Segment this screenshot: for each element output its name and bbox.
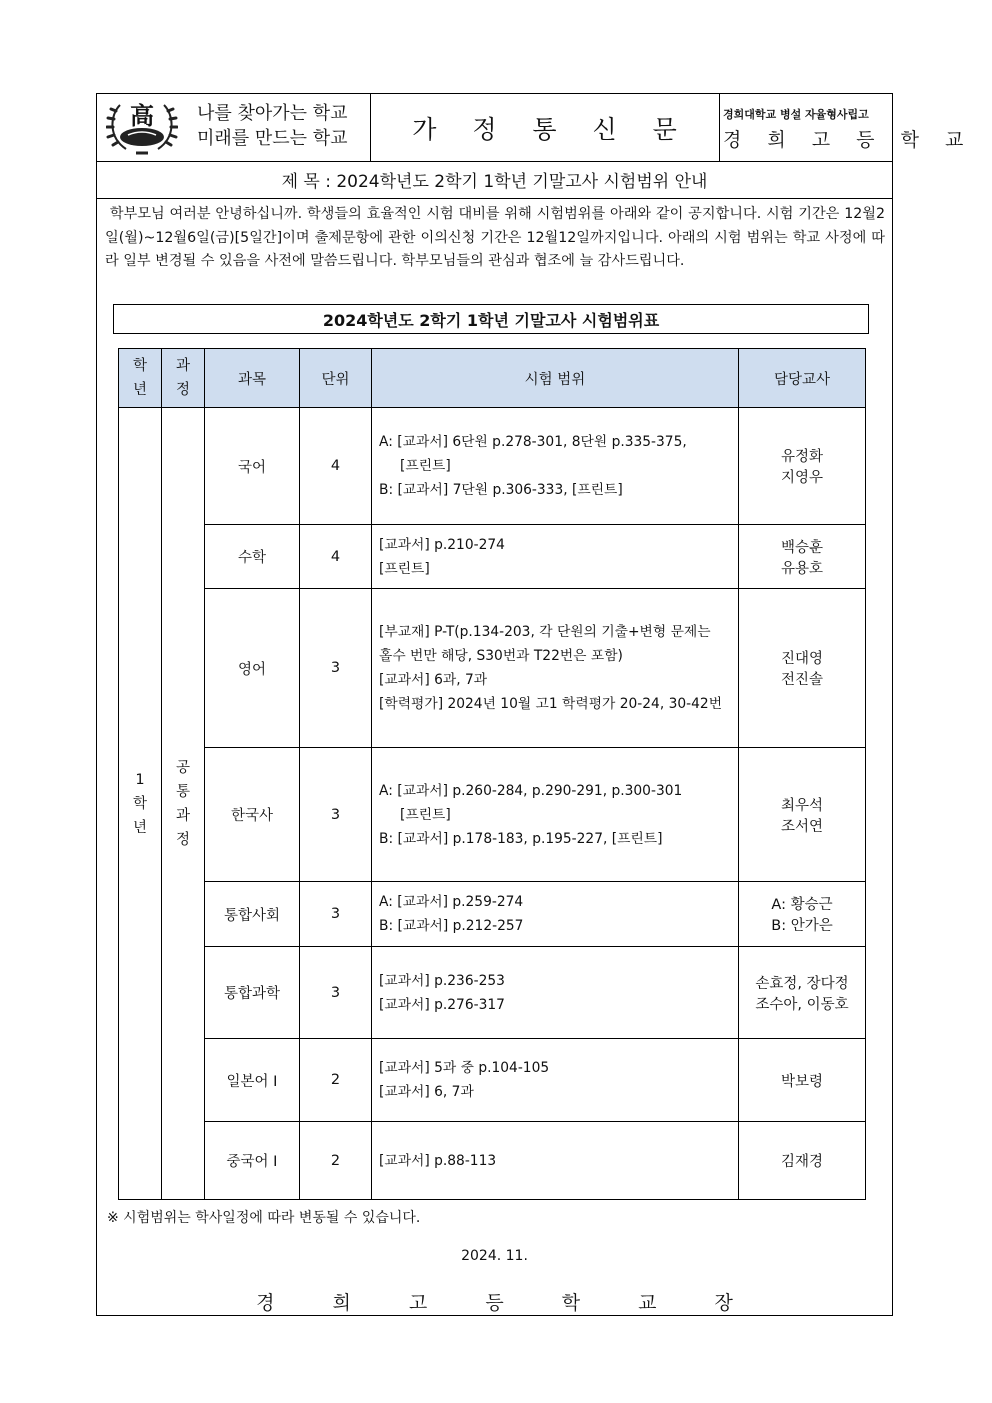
logo-character: 高	[130, 101, 154, 130]
units-cell: 3	[300, 589, 372, 748]
units-cell: 4	[300, 525, 372, 589]
teacher-cell: 백승훈 유용호	[739, 525, 866, 589]
units-cell: 2	[300, 1122, 372, 1200]
subject-cell: 통합과학	[205, 947, 300, 1039]
teacher-cell: 최우석 조서연	[739, 748, 866, 882]
motto-line-2: 미래를 만드는 학교	[197, 128, 348, 149]
table-title: 2024학년도 2학기 1학년 기말고사 시험범위표	[113, 304, 869, 334]
header-course: 과 정	[162, 349, 205, 408]
table-row	[119, 589, 866, 748]
subject-cell: 통합사회	[205, 882, 300, 947]
document-title: 가 정 통 신 문	[412, 114, 691, 144]
subject-cell: 수학	[205, 525, 300, 589]
units-cell: 3	[300, 882, 372, 947]
header-units: 단위	[300, 349, 372, 408]
school-motto	[197, 101, 348, 151]
school-logo-icon	[106, 97, 178, 157]
course-cell: 공 통 과 정	[162, 408, 205, 1200]
table-row	[119, 1122, 866, 1200]
teacher-cell: 박보령	[739, 1039, 866, 1122]
subject-cell: 국어	[205, 408, 300, 525]
subject-cell: 한국사	[205, 748, 300, 882]
issue-date: 2024. 11.	[461, 1248, 528, 1264]
units-cell: 3	[300, 947, 372, 1039]
range-cell: [교과서] 5과 중 p.104-105 [교과서] 6, 7과	[372, 1039, 739, 1122]
header-subject: 과목	[205, 349, 300, 408]
header-teacher: 담당교사	[739, 349, 866, 408]
table-header-row	[119, 349, 866, 408]
range-cell: A: [교과서] p.259-274 B: [교과서] p.212-257	[372, 882, 739, 947]
header	[97, 94, 974, 162]
principal-signature: 경 희 고 등 학 교 장	[256, 1292, 759, 1314]
range-cell: [교과서] p.88-113	[372, 1122, 739, 1200]
school-affiliation: 경희대학교 병설 자율형사립고	[723, 108, 869, 121]
header-title-cell	[370, 94, 720, 161]
header-grade: 학 년	[119, 349, 162, 408]
teacher-cell: A: 황승근 B: 안가은	[739, 882, 866, 947]
teacher-cell: 손효정, 장다정 조수아, 이동호	[739, 947, 866, 1039]
table-row	[119, 1039, 866, 1122]
table-row	[119, 947, 866, 1039]
subject-cell: 영어	[205, 589, 300, 748]
teacher-cell: 진대영 전진솔	[739, 589, 866, 748]
units-cell: 4	[300, 408, 372, 525]
header-motto-cell	[97, 94, 371, 161]
range-cell: [교과서] p.210-274 [프린트]	[372, 525, 739, 589]
units-cell: 3	[300, 748, 372, 882]
subject-cell: 일본어 I	[205, 1039, 300, 1122]
units-cell: 2	[300, 1039, 372, 1122]
teacher-cell: 유정화 지영우	[739, 408, 866, 525]
subject-line: 제 목 : 2024학년도 2학기 1학년 기말고사 시험범위 안내	[97, 161, 892, 199]
school-name: 경 희 고 등 학 교	[723, 129, 974, 151]
table-row	[119, 748, 866, 882]
notice-frame	[96, 93, 974, 1316]
motto-line-1: 나를 찾아가는 학교	[197, 103, 348, 124]
grade-cell: 1 학 년	[119, 408, 162, 1200]
footnote: ※ 시험범위는 학사일정에 따라 변동될 수 있습니다.	[107, 1210, 421, 1226]
teacher-cell: 김재경	[739, 1122, 866, 1200]
intro-text: 학부모님 여러분 안녕하십니까. 학생들의 효율적인 시험 대비를 위해 시험범위를 아래와 같이 공지합니다. 시험 기간은 12월2일(월)~12월6일(금)[5일간]이며 출제문항에 관한 이의신청 기간은 12월12일까지입니다. 아래의 시험 범위는 학교 사정에 따라 일부 변경될 수 있음을 사전에 말씀드립니다. 학부모님들의 관심과 협조에 늘 감사드립니다.	[105, 206, 885, 269]
range-cell: [교과서] p.236-253 [교과서] p.276-317	[372, 947, 739, 1039]
intro-paragraph	[105, 203, 885, 274]
header-school-cell	[719, 94, 974, 161]
header-range: 시험 범위	[372, 349, 739, 408]
subject-cell: 중국어 I	[205, 1122, 300, 1200]
range-cell: A: [교과서] 6단원 p.278-301, 8단원 p.335-375, [프린트] B: [교과서] 7단원 p.306-333, [프린트]	[372, 408, 739, 525]
table-row	[119, 408, 866, 525]
table-row	[119, 882, 866, 947]
table-row	[119, 525, 866, 589]
range-cell: [부교재] P-T(p.134-203, 각 단원의 기출+변형 문제는 홀수 번만 해당, S30번과 T22번은 포함) [교과서] 6과, 7과 [학력평가] 2024년 10월 고1 학력평가 20-24, 30-42번	[372, 589, 739, 748]
exam-range-table	[118, 348, 866, 1200]
range-cell: A: [교과서] p.260-284, p.290-291, p.300-301 [프린트] B: [교과서] p.178-183, p.195-227, [프린트]	[372, 748, 739, 882]
